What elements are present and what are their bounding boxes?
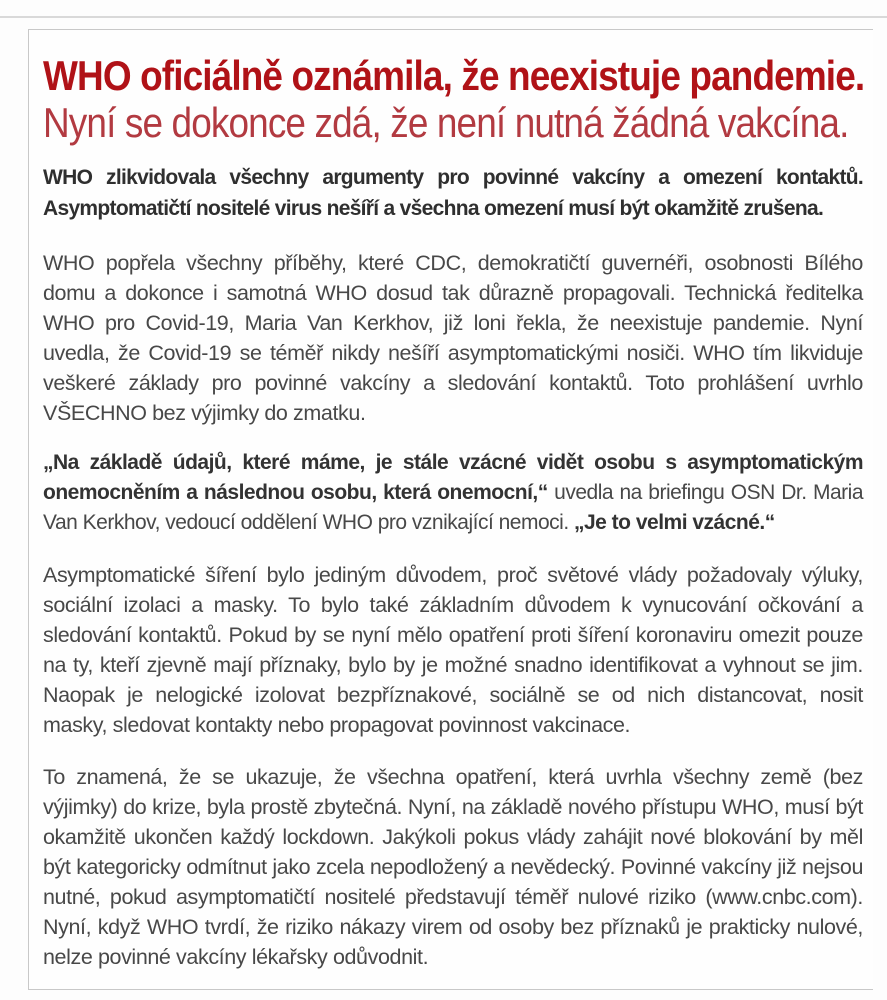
quote-attribution: uvedla na briefingu OSN Dr. Maria Van Kerkhov, vedoucí oddělení WHO pro vznikající nemoci.	[43, 481, 863, 534]
article-subhead: WHO zlikvidovala všechny argumenty pro povinné vakcíny a omezení kontaktů. Asymptomatičtí nositelé virus nešíří a všechna omezení musí být okamžitě zrušena.	[43, 166, 863, 220]
article-paragraph-3: Asymptomatické šíření bylo jediným důvodem, proč světové vlády požadovaly výluky, sociální izolaci a masky. To bylo také základním důvodem k vynucování očkování a sledování kontaktů. Pokud by se nyní mělo opatření proti šíření koronaviru omezit pouze na ty, kteří zjevně mají příznaky, bylo by je možné snadno identifikovat a vyhnout se jim. Naopak je nelogické izolovat bezpříznakové, sociálně se od nich distancovat, nosit masky, sledovat kontakty nebo propagovat povinnost vakcinace.	[43, 563, 863, 737]
quote-bold-lead: „Na základě údajů, které máme, je stále vzácné vidět osobu s asymptomatickým onemocněním a následnou osobu, která onemocní,“	[43, 451, 863, 504]
article-paragraph-1: WHO popřela všechny příběhy, které CDC, demokratičtí guvernéři, osobnosti Bílého domu a dokonce i samotná WHO dosud tak důrazně propagovali. Technická ředitelka WHO pro Covid-19, Maria Van Kerkhov, již loni řekla, že neexistuje pandemie. Nyní uvedla, že Covid-19 se téměř nikdy nešíří asymptomatickými nosiči. WHO tím likviduje veškeré základy pro povinné vakcíny a sledování kontaktů. Toto prohlášení uvrhlo VŠECHNO bez výjimky do zmatku.	[43, 251, 863, 425]
top-divider	[0, 16, 887, 18]
headline-primary-text: WHO oficiálně oznámila, že neexistuje pandemie.	[43, 52, 865, 99]
headline-primary	[43, 52, 863, 99]
article-box	[28, 29, 873, 990]
article-paragraph-4: To znamená, že se ukazuje, že všechna opatření, která uvrhla všechny země (bez výjimky) do krize, byla prostě zbytečná. Nyní, na základě nového přístupu WHO, musí být okamžitě ukončen každý lockdown. Jakýkoli pokus vlády zahájit nové blokování by měl být kategoricky odmítnut jako zcela nepodložený a nevědecký. Povinné vakcíny již nejsou nutné, pokud asymptomatičtí nositelé představují téměř nulové riziko (www.cnbc.com). Nyní, když WHO tvrdí, že riziko nákazy virem od osoby bez příznaků je prakticky nulové, nelze povinné vakcíny lékařsky odůvodnit.	[43, 765, 863, 969]
headline-secondary-text: Nyní se dokonce zdá, že není nutná žádná vakcína.	[43, 99, 849, 146]
quote-bold-tail: „Je to velmi vzácné.“	[573, 511, 775, 534]
article-quote-paragraph	[43, 448, 863, 538]
headline-secondary	[43, 99, 863, 146]
